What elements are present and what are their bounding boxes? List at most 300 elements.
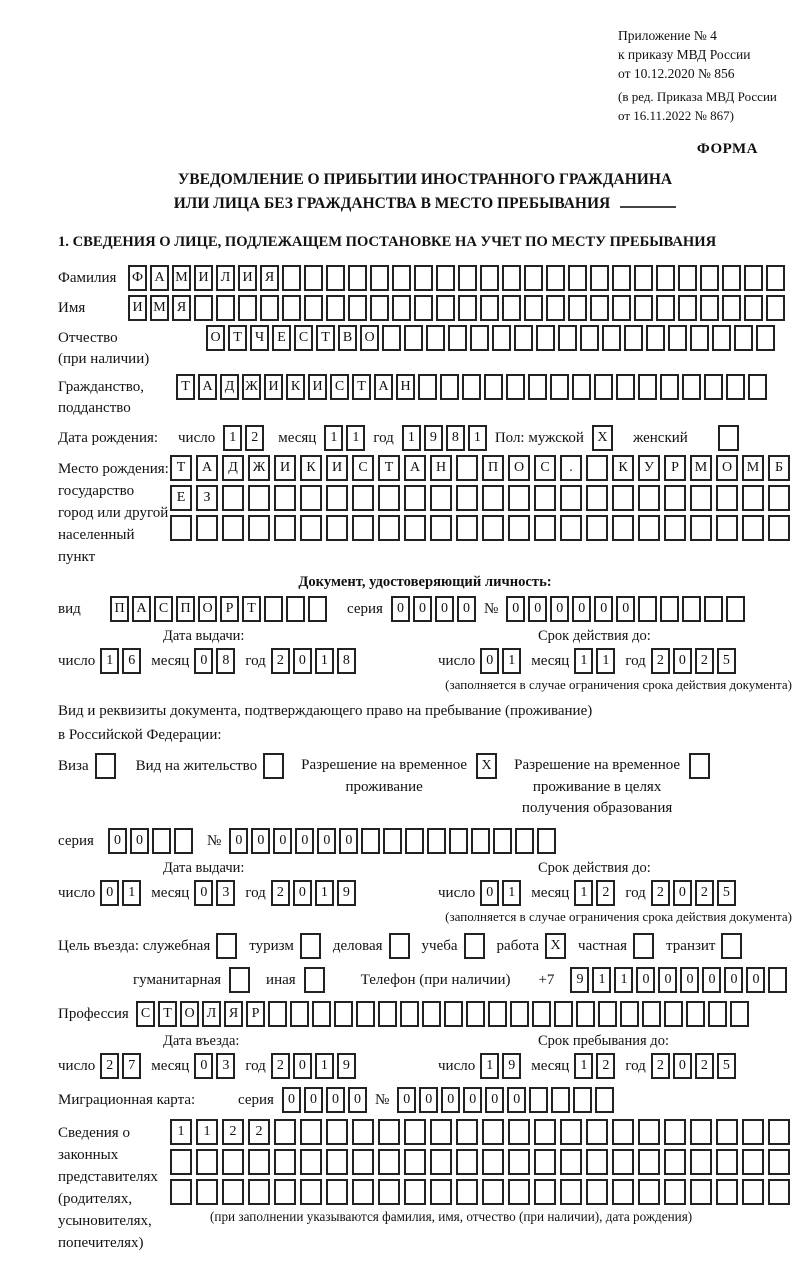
form-cell xyxy=(466,1001,485,1027)
migcard-number-cells xyxy=(397,1087,614,1113)
purpose-humanitarian-label: гуманитарная xyxy=(133,972,222,989)
form-cell: 8 xyxy=(446,425,465,451)
form-cell xyxy=(370,265,389,291)
form-cell: 0 xyxy=(391,596,410,622)
form-cell xyxy=(300,1119,322,1145)
form-cell xyxy=(768,1119,790,1145)
form-cell xyxy=(378,485,400,511)
form-cell xyxy=(508,515,530,541)
form-cell xyxy=(405,828,424,854)
day-label: число xyxy=(438,652,476,669)
form-cell xyxy=(392,265,411,291)
purpose-private-checkbox xyxy=(633,933,654,959)
purpose-work-checkbox: X xyxy=(545,933,566,959)
form-cell xyxy=(726,596,745,622)
form-cell xyxy=(624,325,643,351)
form-cell: 0 xyxy=(194,1053,213,1079)
form-cell: С xyxy=(352,455,374,481)
form-cell xyxy=(378,1179,400,1205)
form-cell xyxy=(414,295,433,321)
form-cell xyxy=(586,515,608,541)
form-cell xyxy=(646,325,665,351)
form-cell: Т xyxy=(352,374,371,400)
form-cell xyxy=(690,1149,712,1175)
form-cell: 9 xyxy=(502,1053,521,1079)
form-cell: 1 xyxy=(402,425,421,451)
form-cell: Б xyxy=(768,455,790,481)
form-cell: П xyxy=(110,596,129,622)
form-cell xyxy=(568,295,587,321)
revision-line2: от 16.11.2022 № 867) xyxy=(618,107,735,123)
stay-day-cells xyxy=(480,1053,521,1079)
form-cell xyxy=(682,596,701,622)
form-cell: Т xyxy=(176,374,195,400)
form-cell xyxy=(515,828,534,854)
form-cell: 0 xyxy=(293,880,312,906)
form-cell xyxy=(493,828,512,854)
form-cell xyxy=(664,485,686,511)
form-cell xyxy=(404,515,426,541)
form-cell xyxy=(502,295,521,321)
form-cell xyxy=(274,1149,296,1175)
birthplace-cells-row3 xyxy=(170,515,790,541)
form-cell: 0 xyxy=(594,596,613,622)
form-cell xyxy=(404,1149,426,1175)
form-cell: Д xyxy=(220,374,239,400)
form-cell xyxy=(620,1001,639,1027)
form-cell xyxy=(560,1149,582,1175)
form-cell: 1 xyxy=(614,967,633,993)
form-cell xyxy=(222,1149,244,1175)
form-cell: 0 xyxy=(680,967,699,993)
form-cell: 1 xyxy=(574,1053,593,1079)
form-cell xyxy=(508,1149,530,1175)
doc-valid-month-cells xyxy=(574,648,615,674)
form-cell xyxy=(586,455,608,481)
form-cell: О xyxy=(180,1001,199,1027)
form-cell: 1 xyxy=(196,1119,218,1145)
form-cell: 5 xyxy=(717,880,736,906)
form-cell xyxy=(668,325,687,351)
form-cell xyxy=(742,1149,764,1175)
form-cell: 9 xyxy=(337,1053,356,1079)
form-cell xyxy=(426,325,445,351)
form-cell xyxy=(766,295,785,321)
birthplace-cells-row1 xyxy=(170,455,790,481)
form-cell xyxy=(482,1149,504,1175)
form-cell: И xyxy=(264,374,283,400)
form-cell: С xyxy=(136,1001,155,1027)
form-cell: 2 xyxy=(271,648,290,674)
day-label: число xyxy=(438,1058,476,1075)
form-cell xyxy=(290,1001,309,1027)
form-cell xyxy=(638,485,660,511)
form-cell xyxy=(744,295,763,321)
form-cell: 2 xyxy=(271,880,290,906)
visa-label: Виза xyxy=(58,757,89,774)
form-cell xyxy=(537,828,556,854)
form-cell: О xyxy=(198,596,217,622)
permit-series-cells xyxy=(108,828,193,854)
form-cell xyxy=(480,295,499,321)
form-cell xyxy=(612,515,634,541)
form-cell xyxy=(722,265,741,291)
form-cell xyxy=(682,374,701,400)
form-cell xyxy=(174,828,193,854)
representatives-block xyxy=(58,1119,792,1254)
birth-month-cells xyxy=(324,425,365,451)
form-cell xyxy=(612,265,631,291)
form-cell: Т xyxy=(316,325,335,351)
form-cell xyxy=(726,374,745,400)
form-cell xyxy=(510,1001,529,1027)
form-cell: 1 xyxy=(502,648,521,674)
form-cell: 0 xyxy=(658,967,677,993)
form-cell xyxy=(378,515,400,541)
form-cell xyxy=(170,1149,192,1175)
sex-male-checkbox: X xyxy=(592,425,613,451)
form-cell: 1 xyxy=(346,425,365,451)
form-cell xyxy=(590,265,609,291)
form-cell xyxy=(480,265,499,291)
month-label: месяц xyxy=(151,885,190,902)
form-cell xyxy=(716,1119,738,1145)
form-cell xyxy=(580,325,599,351)
form-cell: Н xyxy=(430,455,452,481)
permit-valid-month-cells xyxy=(574,880,615,906)
form-cell xyxy=(274,515,296,541)
firstname-row xyxy=(58,295,792,321)
form-cell: 9 xyxy=(424,425,443,451)
form-cell xyxy=(586,1119,608,1145)
entry-date-label: Дата въезда: xyxy=(163,1033,240,1050)
form-cell xyxy=(482,485,504,511)
form-cell xyxy=(708,1001,727,1027)
form-cell xyxy=(404,1119,426,1145)
form-cell xyxy=(638,374,657,400)
form-cell: О xyxy=(360,325,379,351)
doc-issue-year-cells xyxy=(271,648,356,674)
form-cell: 0 xyxy=(441,1087,460,1113)
form-cell: У xyxy=(638,455,660,481)
temp-permit-label: Разрешение на временное проживание xyxy=(301,756,468,795)
form-cell xyxy=(404,485,426,511)
form-cell: З xyxy=(196,485,218,511)
form-cell xyxy=(612,1149,634,1175)
form-cell xyxy=(300,515,322,541)
form-cell: 2 xyxy=(271,1053,290,1079)
form-cell xyxy=(418,374,437,400)
form-cell: 0 xyxy=(130,828,149,854)
form-cell: 5 xyxy=(717,648,736,674)
form-cell xyxy=(356,1001,375,1027)
form-cell: О xyxy=(206,325,225,351)
form-cell xyxy=(248,1179,270,1205)
form-cell xyxy=(704,596,723,622)
form-cell xyxy=(573,1087,592,1113)
form-cell xyxy=(768,515,790,541)
form-cell xyxy=(196,1179,218,1205)
residence-permit-checkbox xyxy=(263,753,284,779)
form-cell xyxy=(686,1001,705,1027)
form-cell xyxy=(508,485,530,511)
form-cell xyxy=(488,1001,507,1027)
form-cell xyxy=(716,485,738,511)
form-cell: А xyxy=(132,596,151,622)
permit-valid-year-cells xyxy=(651,880,736,906)
form-cell xyxy=(430,515,452,541)
permit-series-label: серия xyxy=(58,833,94,850)
month-label: месяц xyxy=(151,652,190,669)
form-cell xyxy=(248,1149,270,1175)
form-cell: С xyxy=(154,596,173,622)
form-cell: Н xyxy=(396,374,415,400)
permit-dates-row xyxy=(58,860,792,906)
form-cell: 2 xyxy=(222,1119,244,1145)
form-cell xyxy=(456,1149,478,1175)
form-cell xyxy=(638,1119,660,1145)
stay-right-options-row xyxy=(58,753,792,820)
migcard-number-label: № xyxy=(374,1092,390,1109)
form-cell xyxy=(383,828,402,854)
form-cell: Р xyxy=(220,596,239,622)
form-cell: 8 xyxy=(216,648,235,674)
form-cell: 2 xyxy=(248,1119,270,1145)
form-cell: И xyxy=(238,265,257,291)
sex-female-checkbox xyxy=(718,425,739,451)
title-blank-line xyxy=(620,196,676,208)
month-label: месяц xyxy=(531,652,570,669)
form-cell xyxy=(528,374,547,400)
purpose-study-checkbox xyxy=(464,933,485,959)
form-cell: 1 xyxy=(480,1053,499,1079)
form-cell xyxy=(716,1179,738,1205)
form-cell xyxy=(612,295,631,321)
form-cell xyxy=(524,295,543,321)
form-cell xyxy=(514,325,533,351)
form-cell xyxy=(536,325,555,351)
entry-dates-row xyxy=(58,1033,792,1079)
representatives-cells-row2 xyxy=(170,1149,790,1175)
form-cell: 2 xyxy=(695,880,714,906)
form-cell xyxy=(194,295,213,321)
month-label: месяц xyxy=(151,1058,190,1075)
form-cell: И xyxy=(194,265,213,291)
appendix-line: Приложение № 4 xyxy=(618,28,717,43)
form-cell xyxy=(612,485,634,511)
month-label: месяц xyxy=(278,429,317,446)
form-cell xyxy=(470,325,489,351)
form-cell xyxy=(248,515,270,541)
form-cell: С xyxy=(330,374,349,400)
purpose-study-label: учеба xyxy=(421,938,458,955)
entry-date-block xyxy=(58,1033,438,1079)
form-cell: 0 xyxy=(724,967,743,993)
form-cell: Л xyxy=(202,1001,221,1027)
form-cell xyxy=(382,325,401,351)
form-cell: 0 xyxy=(550,596,569,622)
form-cell: 0 xyxy=(673,880,692,906)
form-cell: 0 xyxy=(282,1087,301,1113)
form-cell: Я xyxy=(260,265,279,291)
form-cell xyxy=(551,1087,570,1113)
purpose-business-checkbox xyxy=(216,933,237,959)
doc-valid-until-block xyxy=(438,628,746,674)
form-cell xyxy=(546,265,565,291)
form-cell: 0 xyxy=(273,828,292,854)
form-cell: К xyxy=(286,374,305,400)
form-cell xyxy=(560,1179,582,1205)
form-cell xyxy=(730,1001,749,1027)
form-cell xyxy=(642,1001,661,1027)
form-cell xyxy=(196,515,218,541)
form-cell: Ф xyxy=(128,265,147,291)
surname-label: Фамилия xyxy=(58,269,117,286)
phone-prefix-label: +7 xyxy=(538,972,555,989)
form-cell: С xyxy=(294,325,313,351)
form-cell: П xyxy=(176,596,195,622)
year-label: год xyxy=(245,652,266,669)
form-cell xyxy=(546,295,565,321)
form-cell: 0 xyxy=(507,1087,526,1113)
form-cell: 0 xyxy=(317,828,336,854)
form-cell: 3 xyxy=(216,1053,235,1079)
form-cell xyxy=(216,295,235,321)
entry-month-cells xyxy=(194,1053,235,1079)
form-cell xyxy=(458,265,477,291)
form-cell xyxy=(304,295,323,321)
form-cell xyxy=(274,1179,296,1205)
doc-number-label: № xyxy=(483,600,499,617)
form-cell xyxy=(586,1149,608,1175)
form-cell xyxy=(378,1119,400,1145)
doc-series-label: серия xyxy=(347,600,383,617)
day-label: число xyxy=(58,1058,96,1075)
form-cell xyxy=(560,485,582,511)
form-cell: М xyxy=(742,455,764,481)
form-cell xyxy=(430,1119,452,1145)
form-cell xyxy=(768,1149,790,1175)
representatives-cells-row1 xyxy=(170,1119,790,1145)
surname-row xyxy=(58,265,792,291)
form-cell: 0 xyxy=(100,880,119,906)
form-cell xyxy=(444,1001,463,1027)
purpose-humanitarian-checkbox xyxy=(229,967,250,993)
permit-valid-day-cells xyxy=(480,880,521,906)
form-cell xyxy=(638,515,660,541)
form-cell: Т xyxy=(242,596,261,622)
form-cell xyxy=(590,295,609,321)
form-cell: 0 xyxy=(419,1087,438,1113)
form-cell: . xyxy=(560,455,582,481)
form-cell xyxy=(656,265,675,291)
form-cell: 1 xyxy=(574,648,593,674)
representatives-cells-block xyxy=(170,1119,790,1225)
form-cell: К xyxy=(300,455,322,481)
form-cell xyxy=(430,1149,452,1175)
form-cell: А xyxy=(198,374,217,400)
form-cell xyxy=(768,1179,790,1205)
doc-series-cells xyxy=(391,596,476,622)
form-cell: 0 xyxy=(397,1087,416,1113)
form-cell xyxy=(690,1179,712,1205)
form-cell xyxy=(550,374,569,400)
representatives-label: Сведения о законных представителях (родителях, усыновителях, попечителях) xyxy=(58,1125,158,1252)
form-cell xyxy=(326,515,348,541)
form-cell: 1 xyxy=(315,880,334,906)
firstname-label: Имя xyxy=(58,299,86,316)
form-cell xyxy=(422,1001,441,1027)
form-cell: 3 xyxy=(216,880,235,906)
form-cell xyxy=(532,1001,551,1027)
form-cell: Т xyxy=(170,455,192,481)
entry-purpose-row2 xyxy=(58,967,792,993)
form-cell xyxy=(462,374,481,400)
purpose-transit-checkbox xyxy=(721,933,742,959)
form-cell xyxy=(534,1149,556,1175)
form-cell xyxy=(404,1179,426,1205)
form-cell: 0 xyxy=(702,967,721,993)
form-cell: 0 xyxy=(194,648,213,674)
form-cell xyxy=(482,515,504,541)
form-cell xyxy=(595,1087,614,1113)
revision-line1: (в ред. Приказа МВД России xyxy=(618,89,777,105)
form-cell: Е xyxy=(170,485,192,511)
form-cell: 0 xyxy=(506,596,525,622)
form-cell xyxy=(471,828,490,854)
purpose-other-label: иная xyxy=(266,972,296,989)
identity-doc-heading: Документ, удостоверяющий личность: xyxy=(298,573,552,590)
form-cell xyxy=(427,828,446,854)
form-cell xyxy=(756,325,775,351)
form-cell xyxy=(664,1149,686,1175)
form-cell xyxy=(734,325,753,351)
form-cell xyxy=(378,1001,397,1027)
form-cell xyxy=(400,1001,419,1027)
form-cell: 1 xyxy=(223,425,242,451)
doc-kind-cells xyxy=(110,596,327,622)
form-cell: 8 xyxy=(337,648,356,674)
permit-issue-year-cells xyxy=(271,880,356,906)
form-cell xyxy=(524,265,543,291)
birthplace-label: Место рождения: государство город или другой населенный пункт xyxy=(58,460,169,565)
form-cell xyxy=(484,374,503,400)
form-cell: 0 xyxy=(229,828,248,854)
representatives-note: (при заполнении указываются фамилия, имя, отчество (при наличии), дата рождения) xyxy=(210,1209,693,1225)
form-cell: Т xyxy=(228,325,247,351)
doc-dates-row xyxy=(58,628,792,674)
form-cell: 0 xyxy=(616,596,635,622)
form-cell xyxy=(612,1179,634,1205)
form-cell xyxy=(334,1001,353,1027)
form-cell xyxy=(716,1149,738,1175)
form-cell xyxy=(634,265,653,291)
purpose-work-label: работа xyxy=(496,938,540,955)
form-cell: 0 xyxy=(348,1087,367,1113)
form-cell: 2 xyxy=(596,880,615,906)
form-cell xyxy=(348,265,367,291)
form-cell xyxy=(748,374,767,400)
form-cell xyxy=(656,295,675,321)
form-cell: 1 xyxy=(592,967,611,993)
form-cell xyxy=(152,828,171,854)
patronymic-cells xyxy=(206,325,775,351)
identity-doc-row xyxy=(58,596,792,622)
form-cell: 0 xyxy=(295,828,314,854)
forma-label: ФОРМА xyxy=(696,140,758,157)
form-cell xyxy=(326,1179,348,1205)
permit-issue-day-cells xyxy=(100,880,141,906)
